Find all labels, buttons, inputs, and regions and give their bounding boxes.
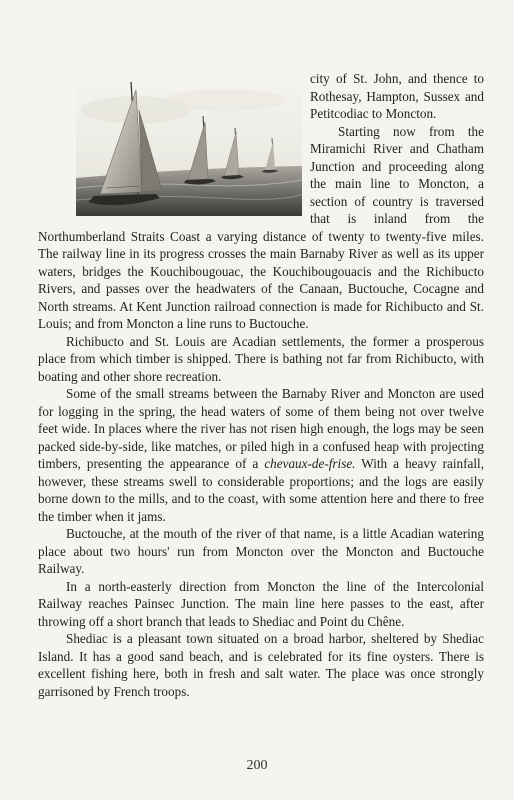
paragraph-4-italic-term: chevaux-de-frise. <box>264 456 356 471</box>
paragraph-7: Shediac is a pleasant town situated on a broad harbor, sheltered by Shediac Island. It has a good sand beach, and is celebrated for its fine oysters. There is excellent fishing here, both in fresh and salt water. The place was once strongly garrisoned by French troops. <box>38 631 484 699</box>
sailboats-engraving-icon <box>76 70 302 216</box>
paragraph-4-end: With a heavy rainfall, however, these streams swell to considerable proportions; and the logs are easily borne down to the mills, and to the coast, with some attention here and there to free the timber when it jams. <box>38 456 484 524</box>
paragraph-1: city of St. John, and thence to Rothesay, Hampton, Sussex and Petitcodiac to Moncton. <box>310 71 484 121</box>
paragraph-4-start: Some of the small streams between the Barnaby River and Moncton are used for logging in the spring, the head waters of some of them being not over twelve feet wide. In places where the river has not risen high enough, the logs may be seen packed side-by-side, like matches, or piled high in a confused heap with projecting timbers, presenting the appearance of a <box>38 386 484 471</box>
paragraph-5: Buctouche, at the mouth of the river of that name, is a little Acadian watering place about two hours' run from Moncton over the Moncton and Buctouche Railway. <box>38 526 484 576</box>
page-number: 200 <box>246 758 268 773</box>
paragraph-4 <box>38 385 484 525</box>
paragraph-2: Starting now from the Miramichi River and Chatham Junction and proceeding along the main line to Moncton, a section of country is traversed that is inland from the Northumberland Straits Coast a varying distance of twenty to twenty-five miles. The railway line in its progress crosses the main Barnaby River as well as its upper waters, bridges the Kouchibougouac, the Kouchibougouacis and the Richibucto Rivers, and passes over the headwaters of the Canaan, Buctouche, Cocagne and North streams. At Kent Junction railroad connection is made for Richibucto and St. Louis; and from Moncton a line runs to Buctouche. <box>38 123 484 331</box>
sailboats-illustration <box>76 70 302 216</box>
paragraph-6: In a north-easterly direction from Moncton the line of the Intercolonial Railway reaches Painsec Junction. The main line here passes to the east, after throwing off a short branch that leads to Shediac and Point du Chêne. <box>38 578 484 629</box>
paragraph-3: Richibucto and St. Louis are Acadian settlements, the former a prosperous place from which timber is shipped. There is bathing not far from Richibucto, with boating and other shore recreation. <box>38 333 484 384</box>
